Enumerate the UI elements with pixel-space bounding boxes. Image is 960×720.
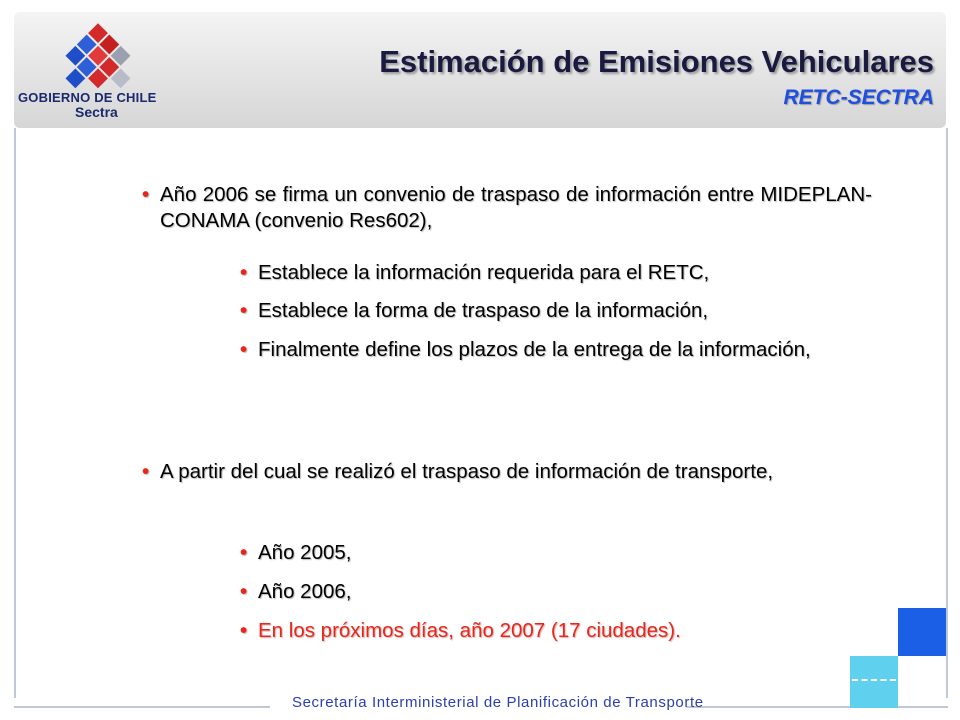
- bullet-dot-icon: •: [142, 183, 150, 206]
- logo-text-gobierno: GOBIERNO DE CHILE: [18, 90, 157, 105]
- bullet-item: [240, 298, 872, 324]
- bullet-item: [240, 579, 872, 605]
- frame-bottom-border-right: [686, 706, 948, 708]
- bullet-text: Año 2006,: [258, 580, 352, 603]
- bullet-dot-icon: •: [240, 580, 248, 603]
- bullet-dot-icon: •: [240, 261, 248, 284]
- bullet-item: [240, 260, 872, 286]
- bullet-item: [240, 540, 872, 566]
- bullet-text: Año 2005,: [258, 541, 352, 564]
- decorative-block-cyan: [850, 656, 898, 708]
- logo-text-sectra: Sectra: [75, 104, 118, 120]
- bullet-text: Establece la forma de traspaso de la información,: [258, 299, 709, 322]
- frame-left-border: [14, 128, 16, 698]
- bullet-text: Establece la información requerida para el RETC,: [258, 261, 710, 284]
- bullet-text: En los próximos días, año 2007 (17 ciudades).: [258, 619, 681, 642]
- bullet-item: [240, 337, 872, 363]
- page-subtitle: RETC-SECTRA: [783, 86, 934, 109]
- bullet-dot-icon: •: [240, 338, 248, 361]
- footer-text: Secretaría Interministerial de Planificación de Transporte: [292, 694, 704, 711]
- decorative-block-blue: [898, 608, 946, 656]
- frame-right-border: [946, 128, 948, 698]
- bullet-dot-icon: •: [240, 619, 248, 642]
- bullet-dot-icon: •: [142, 460, 150, 483]
- bullet-text: Finalmente define los plazos de la entrega de la información,: [258, 338, 811, 361]
- bullet-dot-icon: •: [240, 299, 248, 322]
- frame-bottom-border: [14, 706, 270, 708]
- page-title: Estimación de Emisiones Vehiculares: [379, 44, 934, 79]
- bullet-item-highlight: [240, 618, 872, 644]
- bullet-dot-icon: •: [240, 541, 248, 564]
- bullet-text: Año 2006 se firma un convenio de traspaso de información entre MIDEPLAN-CONAMA (convenio Res602),: [160, 183, 872, 232]
- bullet-item: [142, 182, 872, 234]
- bullet-text: A partir del cual se realizó el traspaso de información de transporte,: [160, 460, 774, 483]
- bullet-item: [142, 459, 872, 485]
- decorative-dashed-line: [852, 679, 896, 681]
